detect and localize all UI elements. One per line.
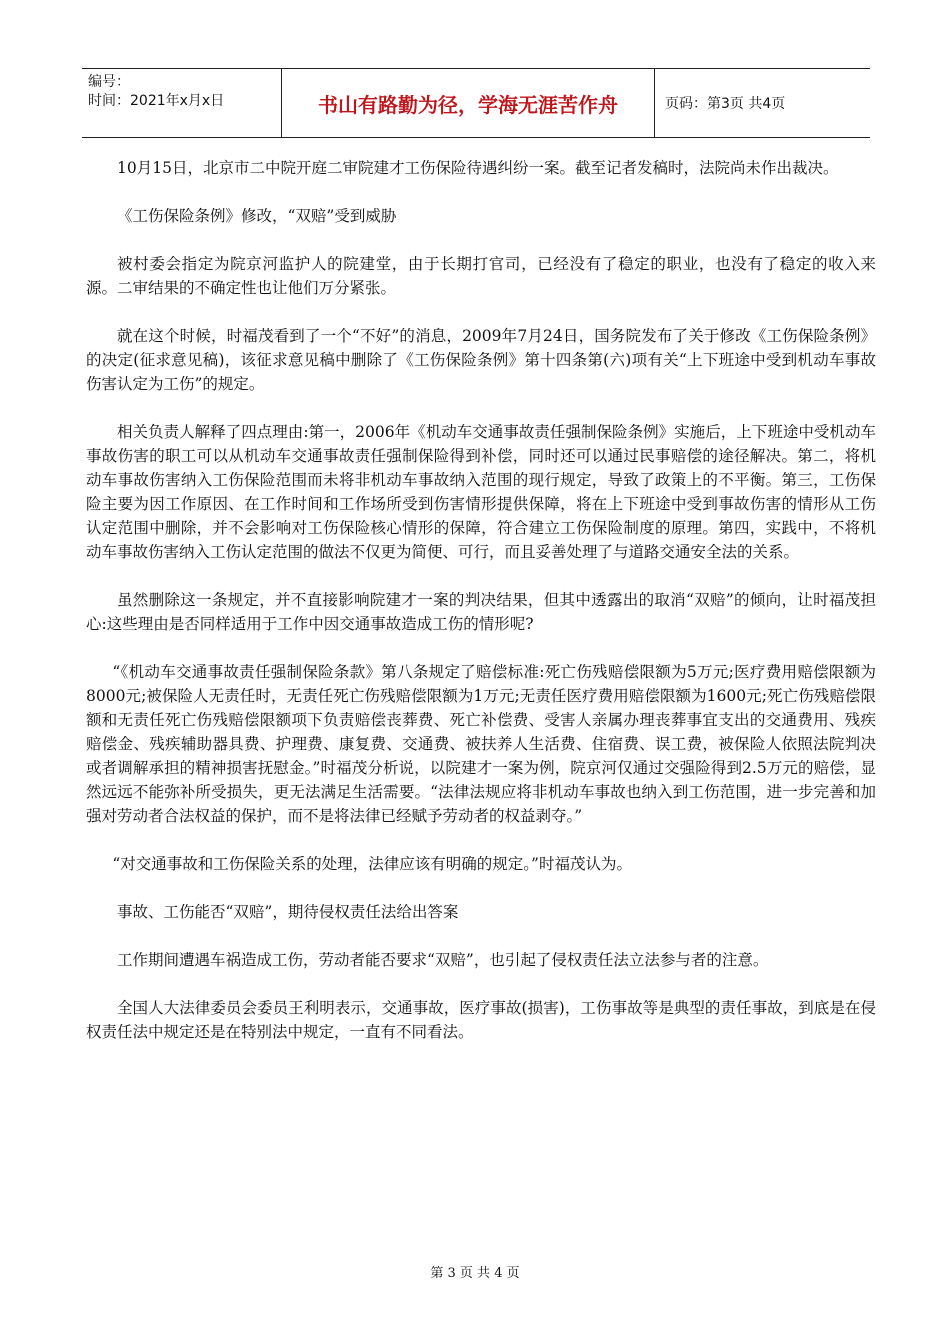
page-footer [0,1262,950,1281]
paragraph: 工作期间遭遇车祸造成工伤，劳动者能否要求“双赔”，也引起了侵权责任法立法参与者的注意。 [117,951,769,969]
paragraph: 全国人大法律委员会委员王利明表示，交通事故，医疗事故(损害)，工伤事故等是典型的责任事故，到底是在侵权责任法中规定还是在特别法中规定，一直有不同看法。 [86,999,876,1041]
header-motto-cell [282,69,655,137]
footer-page-number: 第 3 页 共 4 页 [430,1266,520,1281]
paragraph: 10月15日，北京市二中院开庭二审院建才工伤保险待遇纠纷一案。截至记者发稿时，法院尚未作出裁决。 [117,159,839,177]
section-heading: 《工伤保险条例》修改，“双赔”受到威胁 [117,207,397,225]
page-header [82,68,870,138]
article-body [86,156,876,1068]
paragraph: 虽然删除这一条规定，并不直接影响院建才一案的判决结果，但其中透露出的取消“双赔”的倾向，让时福茂担心:这些理由是否同样适用于工作中因交通事故造成工伤的情形呢? [86,591,876,633]
motto-text: 书山有路勤为径，学海无涯苦作舟 [318,92,618,117]
document-time-label: 时间：2021年x月x日 [88,93,225,109]
paragraph: 被村委会指定为院京河监护人的院建堂，由于长期打官司，已经没有了稳定的职业，也没有了稳定的收入来源。二审结果的不确定性也让他们万分紧张。 [86,255,876,297]
quote-paragraph: “《机动车交通事故责任强制保险条款》第八条规定了赔偿标准:死亡伤残赔偿限额为5万元;医疗费用赔偿限额为8000元;被保险人无责任时，无责任死亡伤残赔偿限额为1万元;无责任医疗费用赔偿限额为1600元;死亡伤残赔偿限额和无责任死亡伤残赔偿限额项下负责赔偿丧葬费、死亡补偿费、受害人亲属办理丧葬事宜支出的交通费用、残疾赔偿金、残疾辅助器具费、护理费、康复费、交通费、被扶养人生活费、住宿费、误工费，被保险人依照法院判决或者调解承担的精神损害抚慰金。”时福茂分析说，以院建才一案为例，院京河仅通过交强险得到2.5万元的赔偿，显然远远不能弥补所受损失，更无法满足生活需要。“法律法规应将非机动车事故也纳入到工伤范围，进一步完善和加强对劳动者合法权益的保护，而不是将法律已经赋予劳动者的权益剥夺。” [86,663,876,825]
section-heading: 事故、工伤能否“双赔”，期待侵权责任法给出答案 [117,903,459,921]
document-number-label: 编号： [88,74,130,90]
paragraph: 相关负责人解释了四点理由:第一，2006年《机动车交通事故责任强制保险条例》实施后，上下班途中受机动车事故伤害的职工可以从机动车交通事故责任强制保险得到补偿，同时还可以通过民事赔偿的途径解决。第二，将机动车事故伤害纳入工伤保险范围而未将非机动车事故纳入范围的现行规定，导致了政策上的不平衡。第三，工伤保险主要为因工作原因、在工作时间和工作场所受到伤害情形提供保障，将在上下班途中受到事故伤害的情形从工伤认定范围中删除，并不会影响对工伤保险核心情形的保障，符合建立工伤保险制度的原理。第四，实践中，不将机动车事故伤害纳入工伤认定范围的做法不仅更为简便、可行，而且妥善处理了与道路交通安全法的关系。 [86,423,876,561]
header-page-cell [655,69,870,137]
header-info-cell [82,69,282,137]
header-page-number: 页码：第3页 共4页 [665,96,786,112]
quote-paragraph: “对交通事故和工伤保险关系的处理，法律应该有明确的规定。”时福茂认为。 [112,855,632,873]
paragraph: 就在这个时候，时福茂看到了一个“不好”的消息，2009年7月24日，国务院发布了关于修改《工伤保险条例》的决定(征求意见稿)，该征求意见稿中删除了《工伤保险条例》第十四条第(六)项有关“上下班途中受到机动车事故伤害认定为工伤”的规定。 [86,327,876,393]
